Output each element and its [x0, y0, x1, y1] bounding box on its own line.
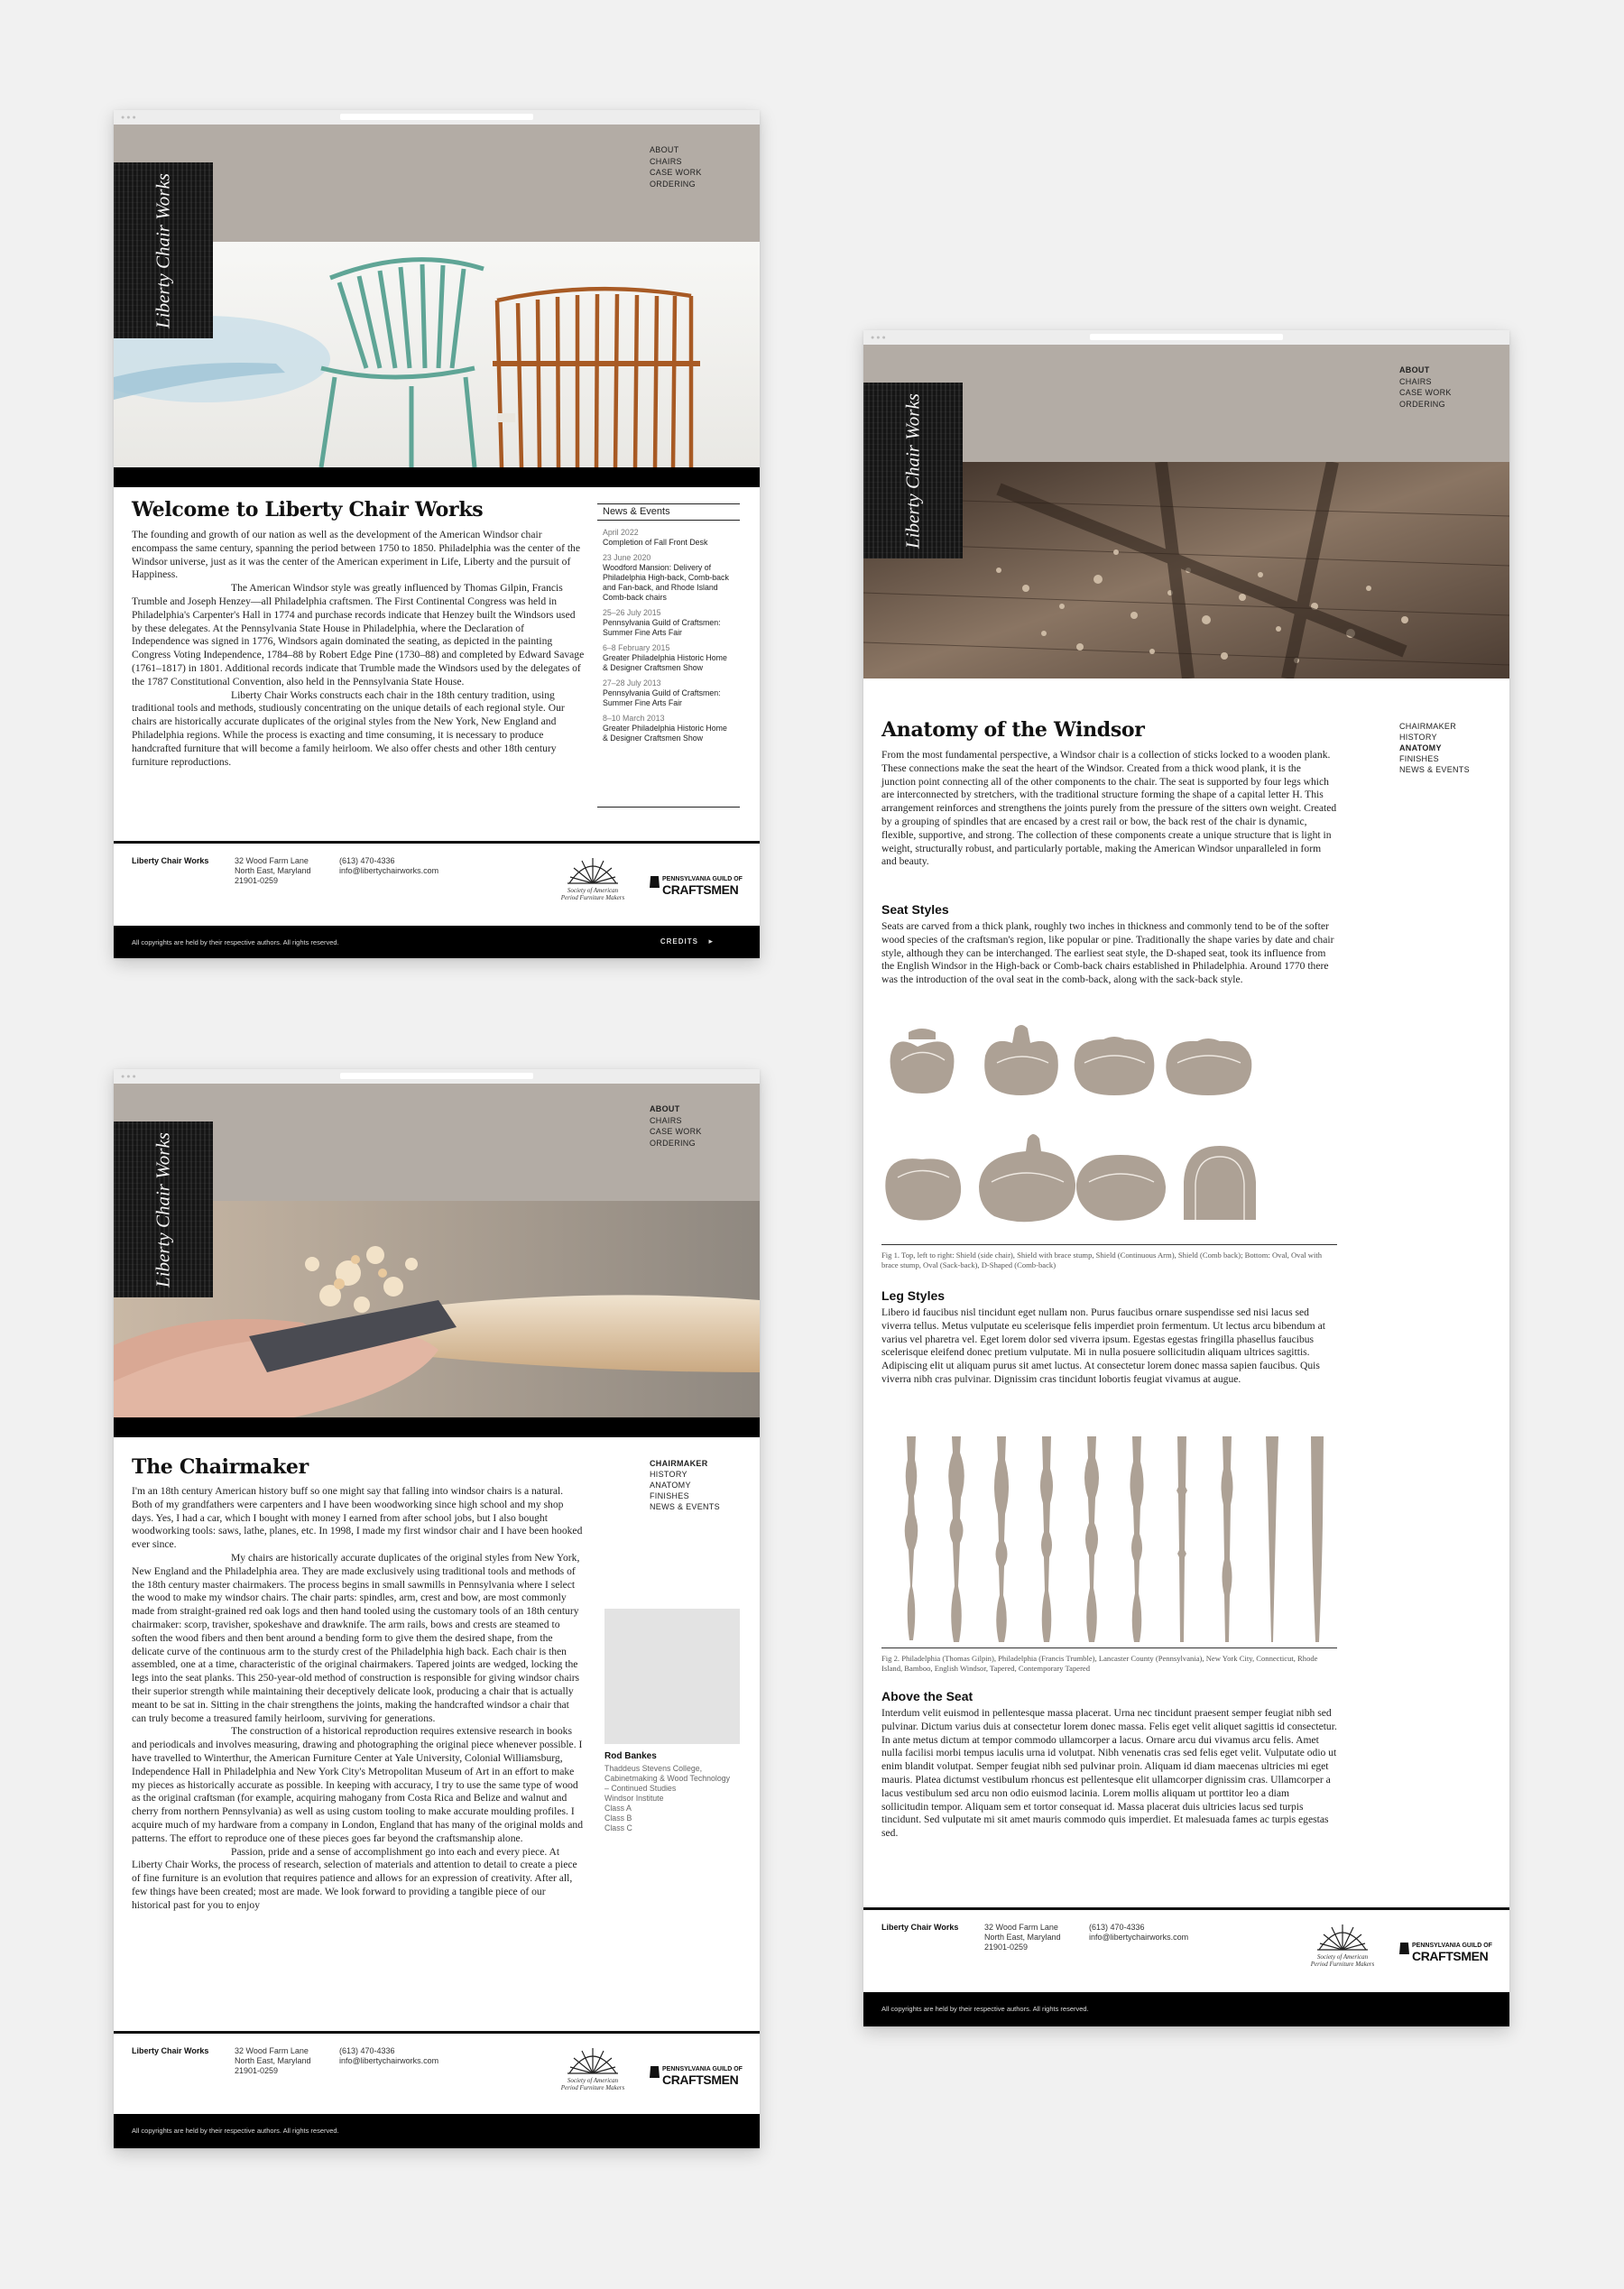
seat-shape-shield-side: [890, 1029, 955, 1094]
subnav-item-chairmaker[interactable]: CHAIRMAKER: [650, 1459, 708, 1468]
about-subnav: [650, 1458, 720, 1512]
leg-shape-rhode-island: [1130, 1436, 1144, 1642]
paragraph: Liberty Chair Works constructs each chair in the 18th century tradition, using traditional tools and methods, studiously concentrating on the unique details of each regional style. Our chairs are historically accurate duplicates of the original styles from the New York, New England and Philadelphia regions. While the process is exacting and time consuming, it is necessary to produce handcrafted furniture that will become a family heirloom. We also offer chests and other 18th century furniture reproductions.: [132, 688, 565, 768]
guild-logo[interactable]: PENNSYLVANIA GUILD OF CRAFTSMEN: [1399, 1943, 1492, 1963]
email-link[interactable]: info@libertychairworks.com: [1089, 1933, 1189, 1942]
page-title: Welcome to Liberty Chair Works: [132, 498, 484, 521]
chairmaker-text: [132, 1485, 585, 1913]
nav-item-about[interactable]: ABOUT: [650, 145, 679, 154]
subnav-item-chairmaker[interactable]: CHAIRMAKER: [1399, 722, 1457, 731]
main-nav: [1399, 365, 1452, 410]
keystone-icon: [650, 876, 660, 888]
copyright-text: All copyrights are held by their respective authors. All rights reserved.: [132, 938, 339, 946]
subnav-item-news-events[interactable]: NEWS & EVENTS: [1399, 765, 1470, 774]
footer-company-name: Liberty Chair Works: [881, 1923, 959, 1932]
hero-bottom-bar: [114, 467, 760, 487]
nav-item-ordering[interactable]: ORDERING: [650, 179, 696, 189]
about-subnav: [1399, 721, 1470, 775]
paragraph: The American Windsor style was greatly influenced by Thomas Gilpin, Francis Trumble and Joseph Henzey—all Philadelphia craftsmen. The First Continental Congress was held in Philadelphia's Carpenter's Hall in 1774 and purchase records indicate that Henzey built the Windsors used by these delegates. At the Pennsylvania State House in Philadelphia, where the Declaration of Independence was signed in 1776, Windsors again dominated the seating, as depicted in the painting Congress Voting Independence, 1784–88 by Robert Edge Pine (1730–88) and completed by Edward Savage (1761–1817) in 1801. Additional records indicate that Trumble made the Windsors used by the delegates of the 1787 Constitutional Convention, also held in the Pennsylvania State House.: [132, 582, 585, 688]
leg-styles-figure: [881, 1433, 1351, 1649]
phone-link[interactable]: (613) 470-4336: [1089, 1923, 1145, 1932]
window-controls-icon[interactable]: ●●●: [121, 1074, 138, 1080]
nav-item-case-work[interactable]: CASE WORK: [650, 1127, 702, 1136]
seat-styles-heading: Seat Styles: [881, 902, 949, 917]
nav-item-about[interactable]: ABOUT: [1399, 365, 1430, 374]
window-controls-icon[interactable]: ●●●: [121, 115, 138, 121]
news-item[interactable]: 25–26 July 2015 Pennsylvania Guild of Craftsmen: Summer Fine Arts Fair: [603, 608, 721, 637]
bio-block: Rod Bankes Thaddeus Stevens College, Cabinetmaking & Wood Technology – Continued Studies Windsor Institute Class A Class B Class C: [604, 1751, 744, 1833]
news-item[interactable]: April 2022 Completion of Fall Front Desk: [603, 528, 708, 547]
leg-shape-trumble: [948, 1436, 964, 1642]
footer-contact: [339, 2046, 438, 2066]
subnav-item-news-events[interactable]: NEWS & EVENTS: [650, 1502, 720, 1511]
news-item[interactable]: 23 June 2020 Woodford Mansion: Delivery of Philadelphia High-back, Comb-back and Fan-back, and Rhode Island Comb-back chairs: [603, 553, 729, 602]
sapfm-logo[interactable]: Society of American Period Furniture Makers: [556, 2043, 630, 2091]
seat-shape-oval-sack: [1076, 1155, 1166, 1221]
footer-company-name: Liberty Chair Works: [132, 2046, 209, 2055]
subnav-item-history[interactable]: HISTORY: [1399, 733, 1437, 742]
nav-item-case-work[interactable]: CASE WORK: [650, 168, 702, 177]
news-heading: News & Events: [597, 503, 740, 521]
shell-icon: [566, 2043, 620, 2075]
footer-address: 32 Wood Farm Lane North East, Maryland 21901-0259: [235, 856, 311, 885]
above-the-seat-text: Interdum velit euismod in pellentesque massa placerat. Urna nec tincidunt praesent semper feugiat nibh sed pulvinar. Dictum varius duis at consectetur lorem donec massa. Felis eget velit aliquet sagittis id consectetur. In ante metus dictum at tempor commodo ullamcorper a lacus. Ornare arcu dui vivamus arcu felis. Amet nulla facilisi morbi tempus iaculis urna id volutpat. Nibh venenatis cras sed felis eget velit. Vulputate odio ut enim blandit volutpat. Semper feugiat nibh sed pulvinar proin. Aliquam id diam maecenas ultricies mi eget mauris. Platea dictumst vestibulum rhoncus est pellentesque elit ullamcorper dignissim cras. Ullamcorper a lacus vestibulum sed arcu non odio euismod lacinia. Lorem mollis aliquam ut porttitor leo a diam sollicitudin tempor. Aliquam sem et tortor consequat id. Massa placerat duis ultricies lacus sed turpis tincidunt. Sed vulputate mi sit amet mauris commodo quis imperdiet. Et malesuada fames ac turpis egestas sed.: [881, 1707, 1337, 1840]
site-logo[interactable]: Liberty Chair Works: [114, 1121, 213, 1297]
leg-figure-caption: Fig 2. Philadelphia (Thomas Gilpin), Philadelphia (Francis Trumble), Lancaster County (Pennsylvania), New York City, Connecticut, Rhode Island, Bamboo, English Windsor, Tapered, Contemporary Tapered: [881, 1648, 1337, 1674]
leg-shape-contemporary: [1311, 1436, 1324, 1642]
footer-company-name: Liberty Chair Works: [132, 856, 209, 865]
browser-window-chairmaker: [114, 1069, 760, 2148]
paragraph: The founding and growth of our nation as well as the development of the American Windsor chair encompass the same century, spanning the period between 1750 to 1850. Philadelphia was the center of the Windsor universe, just as it was the center of the American experiment in Life, Liberty and the pursuit of Happiness.: [132, 529, 580, 581]
site-logo[interactable]: Liberty Chair Works: [114, 162, 213, 338]
guild-logo[interactable]: PENNSYLVANIA GUILD OF CRAFTSMEN: [650, 876, 743, 897]
subnav-item-finishes[interactable]: FINISHES: [1399, 754, 1439, 763]
news-item[interactable]: 6–8 February 2015 Greater Philadelphia Historic Home & Designer Craftsmen Show: [603, 643, 727, 672]
nav-item-ordering[interactable]: ORDERING: [650, 1138, 696, 1148]
nav-item-about[interactable]: ABOUT: [650, 1104, 680, 1113]
leg-styles-heading: Leg Styles: [881, 1288, 946, 1303]
address-bar[interactable]: [340, 1073, 534, 1079]
leg-shape-english: [1222, 1436, 1233, 1642]
seat-styles-figure: [881, 1020, 1351, 1245]
anatomy-intro: From the most fundamental perspective, a Windsor chair is a collection of sticks locked to a wooden plank. These connections make the seat the heart of the Windsor. Created from a thick wood plank, it is the junction point connecting all of the other components to the chair. The seat is supported by four legs which are interconnected by stretchers, with the traditional structure forming the shape of a capital letter H. This arrangement reinforces and strengthens the joints purely from the pressure of the sitters own weight. Created by a grouping of spindles that are encased by a crest rail or bow, the back rest of the chair is dynamic, flexible, supportive, and strong. The collection of these components create a unique structure that is light in weight, structurally robust, and particularly portable, making the American Windsor unparalleled in form and beauty.: [881, 749, 1337, 868]
seat-shape-shield-continuous: [1075, 1037, 1155, 1095]
sapfm-logo[interactable]: Society of American Period Furniture Makers: [556, 853, 630, 901]
shell-icon: [1315, 1919, 1370, 1952]
bio-name: Rod Bankes: [604, 1751, 657, 1761]
credits-link[interactable]: CREDITS: [660, 937, 698, 946]
main-nav: [650, 1103, 702, 1149]
leg-shape-nyc: [1040, 1436, 1053, 1642]
hero-bottom-bar: [114, 1417, 760, 1437]
paragraph: The construction of a historical reproduction requires extensive research in books and periodicals and involves measuring, drawing and photographing the original piece whenever possible. I have travelled to Winterthur, the American Furniture Center at Yale University, Colonial Williamsburg, Independence Hall in Philadelphia and New York City's Metropolitan Museum of Art in an effort to make my pieces as historically accurate as possible. In keeping with accuracy, I try to use the same type of wood as the original craftsman (for example, acquiring mahogany from Costa Rica and Belize and walnut and cherry from northern Pennsylvania) as well as using custom tooling to make accurate moulding profiles. I acquire much of my hardware from a company in London, England that has many of the original molds and patterns. The effort to reproduce one of these pieces goes far beyond the craftsmanship alone.: [132, 1725, 584, 1844]
seat-styles-text: Seats are carved from a thick plank, roughly two inches in thickness and commonly tend to be of the softer wood species of the craftsman's region, like popular or pine. Traditionally the shape varies by date and chair style, although they can be interchanged. The earliest seat style, the D-shaped seat, took its influence from the English Windsor in the High-back or Comb-back chairs established in Philadelphia. Around 1770 there was the introduction of the oval seat in the comb-back, along with the sack-back style.: [881, 920, 1334, 986]
above-the-seat-heading: Above the Seat: [881, 1689, 973, 1703]
paragraph: My chairs are historically accurate duplicates of the original styles from New York, New England and the Philadelphia area. They are made exclusively using traditional tools and methods of the 18th century master chairmakers. The process begins in small sawmills in Pennsylvania where I select the wood to make my windsor chairs. The chair parts: spindles, arm, crest and bow, are most commonly made from straight-grained red oak logs and then hand tooled using the customary tools of an 18th century chairmaker: scorp, travisher, spokeshave and drawknife. The arm rails, bows and crests are steamed to soften the wood fibers and then bent around a bending form to give them the desired shape, from the delicate curve of the continuous arm to the sturdy crest of the Philadelphia high back. Each chair is then assembled, one at a time, characteristic of the original chairmakers. Tapered joints are wedged, locking the legs into the seat planks. This 250-year-old method of construction is responsible for giving windsor chairs their superior strength while maintaining their deceptively delicate look, producing a chair that is actually meant to be sat in. Sitting in the chair strengthens the joints, making the handcrafted windsor a chair that can truly become a treasured family heirloom, surviving for generations.: [132, 1551, 580, 1724]
keystone-icon: [1399, 1943, 1409, 1954]
address-bar[interactable]: [1090, 334, 1284, 340]
subnav-item-anatomy[interactable]: ANATOMY: [650, 1481, 691, 1490]
page-title: The Chairmaker: [132, 1455, 309, 1479]
guild-logo[interactable]: PENNSYLVANIA GUILD OF CRAFTSMEN: [650, 2066, 743, 2087]
leg-shape-connecticut: [1084, 1436, 1099, 1642]
email-link[interactable]: info@libertychairworks.com: [339, 2056, 439, 2065]
phone-link[interactable]: (613) 470-4336: [339, 2046, 395, 2055]
subnav-item-finishes[interactable]: FINISHES: [650, 1491, 689, 1500]
browser-window-home: [114, 110, 760, 958]
footer-address: 32 Wood Farm Lane North East, Maryland 21901-0259: [235, 2046, 311, 2075]
subnav-item-history[interactable]: HISTORY: [650, 1470, 687, 1479]
phone-link[interactable]: (613) 470-4336: [339, 856, 395, 865]
email-link[interactable]: info@libertychairworks.com: [339, 866, 439, 875]
browser-chrome: [114, 1069, 760, 1085]
news-divider: [597, 807, 740, 808]
leg-shape-bamboo: [1176, 1436, 1187, 1642]
leg-shape-lancaster: [994, 1436, 1009, 1642]
main-nav: [650, 144, 702, 189]
leg-shape-tapered: [1266, 1436, 1278, 1642]
page-title: Anatomy of the Windsor: [881, 718, 1145, 742]
browser-chrome: [863, 330, 1509, 346]
footer-address: 32 Wood Farm Lane North East, Maryland 21901-0259: [984, 1923, 1061, 1952]
subnav-item-anatomy[interactable]: ANATOMY: [1399, 743, 1442, 752]
window-controls-icon[interactable]: ●●●: [871, 335, 888, 341]
nav-item-chairs[interactable]: CHAIRS: [650, 1115, 682, 1125]
nav-item-chairs[interactable]: CHAIRS: [1399, 376, 1432, 386]
browser-window-anatomy: [863, 330, 1509, 2026]
seat-shape-shield-brace: [984, 1025, 1058, 1095]
leg-styles-text: Libero id faucibus nisl tincidunt eget nullam non. Purus faucibus ornare suspendisse sed nisi lacus sed viverra tellus. Metus vulputate eu scelerisque felis imperdiet proin fermentum. Ut lectus arcu bibendum at varius vel pharetra vel. Eget lorem dolor sed viverra ipsum. Egestas egestas fringilla phasellus faucibus scelerisque eleifend donec pretium vulputate. Mi in nulla posuere sollicitudin aliquam ultrices sagittis. Adipiscing elit ut aliquam purus sit amet luctus. At consectetur lorem donec massa sapien faucibus. Quis viverra nibh cras pulvinar. Dignissim cras tincidunt lobortis feugiat vivamus at augue.: [881, 1306, 1325, 1385]
nav-item-case-work[interactable]: CASE WORK: [1399, 388, 1452, 397]
news-item[interactable]: 8–10 March 2013 Greater Philadelphia Historic Home & Designer Craftsmen Show: [603, 714, 727, 743]
nav-item-chairs[interactable]: CHAIRS: [650, 156, 682, 166]
footer-contact: [1089, 1923, 1188, 1943]
seat-shape-oval-brace: [979, 1134, 1075, 1222]
news-item[interactable]: 27–28 July 2013 Pennsylvania Guild of Craftsmen: Summer Fine Arts Fair: [603, 678, 721, 707]
copyright-bar: [114, 926, 760, 958]
sapfm-logo[interactable]: Society of American Period Furniture Makers: [1306, 1919, 1379, 1968]
leg-shape-gilpin: [905, 1436, 918, 1640]
browser-chrome: [114, 110, 760, 125]
seat-figure-caption: Fig 1. Top, left to right: Shield (side chair), Shield with brace stump, Shield (Continuous Arm), Shield (Comb back); Bottom: Oval, Oval with brace stump, Oval (Sack-back), D-Shaped (Comb-back): [881, 1244, 1337, 1270]
address-bar[interactable]: [340, 114, 534, 120]
site-logo[interactable]: Liberty Chair Works: [863, 383, 963, 558]
news-sidebar: [597, 503, 740, 808]
seat-shape-shield-comb: [1166, 1038, 1251, 1095]
intro-text: [132, 529, 585, 769]
copyright-text: All copyrights are held by their respective authors. All rights reserved.: [881, 2005, 1089, 2013]
arrow-right-icon: ▸: [708, 937, 713, 946]
portrait-placeholder: [604, 1609, 740, 1744]
paragraph: I'm an 18th century American history buff so one might say that falling into windsor chairs is a natural. Both of my grandfathers were carpenters and I have been woodworking since high school and my shop days. Yes, I had a car, which I bought with money I earned from after school jobs, but I also bought woodworking tools: saws, lathe, planes, etc. In 1998, I made my first windsor chair and I have been hooked ever since.: [132, 1485, 583, 1551]
copyright-bar: [114, 2114, 760, 2148]
seat-shape-oval: [885, 1158, 961, 1220]
paragraph: Passion, pride and a sense of accomplishment go into each and every piece. At Liberty Chair Works, the process of research, selection of materials and attention to detail to create a piece of fine furniture is an evolution that requires patience and allows for an expression of creativity. After all, few things have been created; most are made. We look forward to providing a tangible piece of our historical past for you to enjoy: [132, 1845, 577, 1911]
copyright-text: All copyrights are held by their respective authors. All rights reserved.: [132, 2127, 339, 2135]
copyright-bar: [863, 1992, 1509, 2026]
keystone-icon: [650, 2066, 660, 2078]
shell-icon: [566, 853, 620, 885]
footer-contact: [339, 856, 438, 876]
nav-item-ordering[interactable]: ORDERING: [1399, 399, 1445, 409]
